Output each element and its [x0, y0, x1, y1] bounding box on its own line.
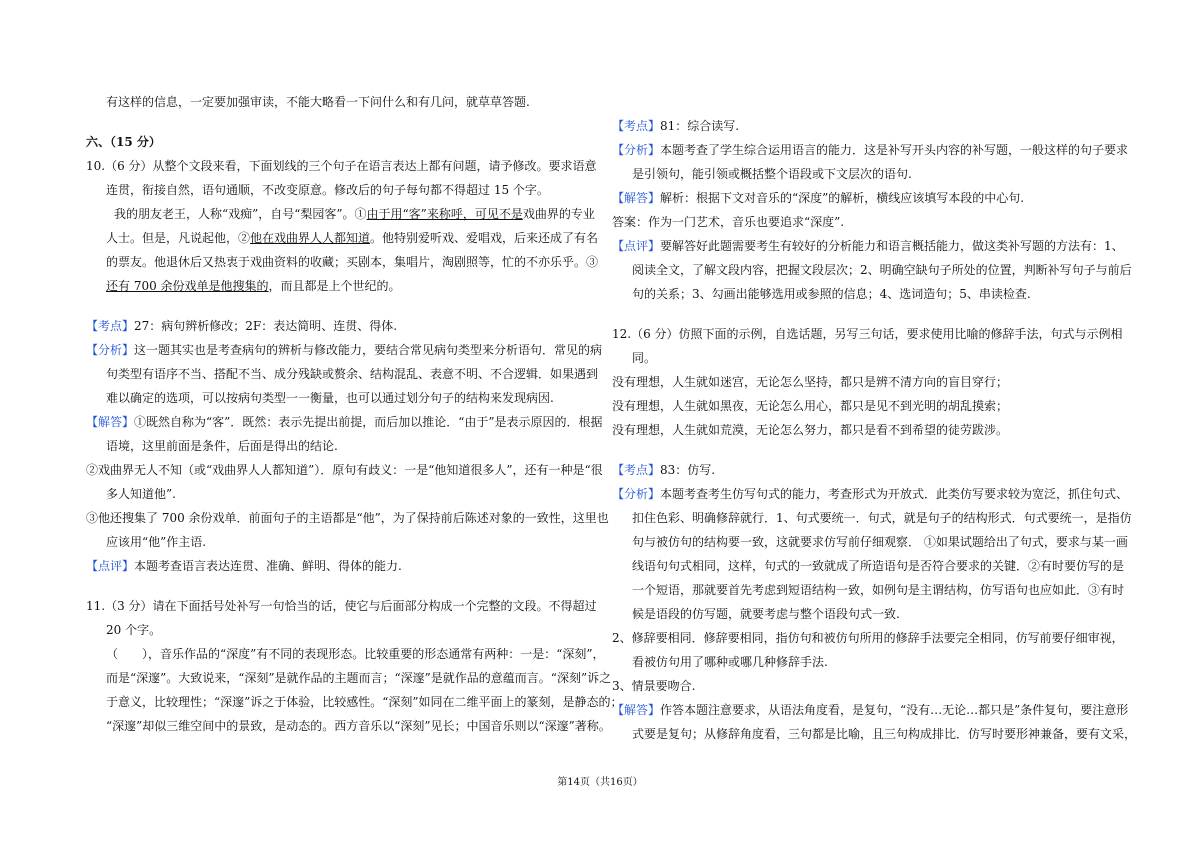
q12-point2-2: 看被仿句用了哪种或哪几种修辞手法. [632, 655, 828, 669]
q10-fenxi-3: 难以确定的选项，可以按病句类型一一衡量，也可以通过划分句子的结构来发现病因. [106, 391, 554, 405]
q10-jieda-1 [86, 410, 603, 434]
kaodian-tag: 【考点】 [612, 463, 661, 477]
q10-jieda-5: ③他还搜集了 700 余份戏单．前面句子的主语都是“他”，为了保持前后陈述对象的一致性，这里也 [86, 511, 609, 525]
q11-jieda [612, 186, 1130, 210]
fenxi-tag: 【分析】 [86, 343, 135, 357]
q12-fenxi-1 [612, 482, 1130, 506]
q11-stem-1: 11.（3 分）请在下面括号处补写一句恰当的话，使它与后面部分构成一个完整的文段。不得超过 [86, 599, 597, 613]
left-column [86, 90, 623, 738]
q12-jieda-1 [612, 698, 1130, 722]
q12-example-3: 没有理想，人生就如荒漠，无论怎么努力，都只是看不到希望的徒劳跋涉。 [612, 423, 1009, 437]
q12-fenxi-6: 候是语段的仿写题，就要考虑与整个语段句式一致. [632, 607, 900, 621]
passage-text: 戏曲界的专业 [522, 207, 595, 221]
q10-fenxi-2: 句类型有语序不当、搭配不当、成分残缺或赘余、结构混乱、表意不明、不合逻辑．如果遇到 [106, 367, 599, 381]
q12-jieda-2: 式要是复句；从修辞角度看，三句都是比喻，且三句构成排比．仿写时要形神兼备，要有文采， [632, 727, 1137, 741]
q12-point2-1: 2、修辞要相同．修辞要相同，指仿句和被仿句所用的修辞手法要完全相同，仿写前要仔细审视， [612, 631, 1124, 645]
q10-jieda-4: 多人知道他”. [106, 487, 176, 501]
q10-jieda-6: 应该用“他”作主语. [106, 535, 207, 549]
underlined-sentence-2: 他在戏曲界人人都知道 [250, 231, 371, 245]
q10-stem-2: 连贯，衔接自然，语句通顺，不改变原意。修改后的句子每句都不得超过 15 个字。 [106, 183, 549, 197]
jieda-text: 解析：根据下文对音乐的“深度”的解析，横线应该填写本段的中心句. [660, 191, 1025, 205]
passage-text: ，而且都是上个世纪的。 [268, 279, 401, 293]
q11-kaodian [612, 114, 1130, 138]
kaodian-text: 83：仿写. [660, 463, 716, 477]
page-footer: 第14页（共16页） [557, 777, 643, 788]
jieda-tag: 【解答】 [612, 191, 661, 205]
q11-passage-2: 而是“深邃”。大致说来，“深刻”是就作品的主题而言；“深邃”是就作品的意蕴而言。“深刻”诉之 [106, 671, 612, 685]
fenxi-tag: 【分析】 [612, 143, 661, 157]
dianping-text: 要解答好此题需要考生有较好的分析能力和语言概括能力，做这类补写题的方法有：1、 [660, 239, 1124, 253]
q10-jieda-2: 语境，这里前面是条件，后面是得出的结论. [106, 439, 338, 453]
q11-fenxi-1 [612, 138, 1130, 162]
kaodian-tag: 【考点】 [612, 119, 661, 133]
dianping-tag: 【点评】 [86, 559, 135, 573]
q11-passage-4: “深邃”却似三维空间中的景致，是动态的。西方音乐以“深刻”见长；中国音乐则以“深邃”著称。 [106, 719, 611, 733]
q10-passage-1 [86, 202, 595, 226]
underlined-sentence-1: 由于用“客”来称呼，可见不是 [366, 207, 523, 221]
fenxi-text: 本题考查了学生综合运用语言的能力．这是补写开头内容的补写题，一般这样的句子要求 [660, 143, 1129, 157]
q10-passage-2 [86, 226, 599, 250]
jieda-tag: 【解答】 [86, 415, 135, 429]
kaodian-tag: 【考点】 [86, 319, 135, 333]
kaodian-text: 81：综合读写. [660, 119, 740, 133]
q11-dianping-1 [612, 234, 1130, 258]
kaodian-text: 27：病句辨析修改；2F：表达简明、连贯、得体. [134, 319, 398, 333]
passage-text: 。他特别爱听戏、爱唱戏，后来还成了有名 [370, 231, 599, 245]
q11-answer: 答案：作为一门艺术，音乐也要追求“深度”. [612, 215, 845, 229]
right-column [612, 114, 1137, 746]
q11-stem-2: 20 个字。 [106, 623, 162, 637]
fenxi-tag: 【分析】 [612, 487, 661, 501]
fenxi-text: 这一题其实也是考查病句的辨析与修改能力，要结合常见病句类型来分析语句．常见的病 [134, 343, 603, 357]
q10-passage-3: 的票友。他退休后又热衷于戏曲资料的收藏；买剧本，集唱片，淘剧照等，忙的不亦乐乎。③ [106, 255, 599, 269]
q10-dianping [86, 554, 590, 578]
q12-example-1: 没有理想，人生就如迷宫，无论怎么坚持，都只是辨不清方向的盲目穿行； [612, 375, 1009, 389]
underlined-sentence-3: 还有 700 余份戏单是他搜集的 [106, 279, 269, 293]
dianping-tag: 【点评】 [612, 239, 661, 253]
q10-passage-4 [86, 274, 590, 298]
intro-text: 有这样的信息，一定要加强审读，不能大略看一下问什么和有几问，就草草答题. [106, 95, 530, 109]
q11-dianping-3: 句的关系；3、勾画出能够选用或参照的信息；4、选词造句；5、串读检查. [632, 287, 1031, 301]
jieda-tag: 【解答】 [612, 703, 661, 717]
q12-fenxi-3: 句与被仿句的结构要一致，这就要求仿写前仔细观察． ①如果试题给出了句式，要求与某一画 [632, 535, 1128, 549]
q12-stem-1: 12.（6 分）仿照下面的示例，自选话题，另写三句话，要求使用比喻的修辞手法，句式与示例相 [612, 327, 1123, 341]
q11-dianping-2: 阅读全文，了解文段内容，把握文段层次；2、明确空缺句子所处的位置，判断补写句子与前后 [632, 263, 1132, 277]
q12-fenxi-2: 扣住色彩、明确修辞就行．1、句式要统一．句式，就是句子的结构形式．句式要统一，是指仿 [632, 511, 1132, 525]
q11-passage-3: 于意义，比较理性；“深邃”诉之于体验，比较感性。“深刻”如同在二维平面上的篆刻，是静态的； [106, 695, 623, 709]
q10-jieda-3: ②戏曲界无人不知（或“戏曲界人人都知道”）．原句有歧义：一是“他知道很多人”，还有一种是“很 [86, 463, 603, 477]
section-heading: 六、（15 分） [86, 135, 161, 149]
q12-kaodian [612, 458, 1130, 482]
q12-point3: 3、情景要吻合. [612, 679, 696, 693]
passage-text: 人士。但是，凡说起他，② [106, 231, 251, 245]
fenxi-text: 本题考查考生仿写句式的能力，考查形式为开放式．此类仿写要求较为宽泛，抓住句式、 [660, 487, 1129, 501]
q12-fenxi-5: 一个短语，那就要首先考虑到短语结构一致，如例句是主谓结构，仿写语句也应如此．③有时 [632, 583, 1125, 597]
q10-fenxi-1 [86, 338, 603, 362]
dianping-text: 本题考查语言表达连贯、准确、鲜明、得体的能力. [134, 559, 402, 573]
q12-fenxi-4: 线语句句式相同，这样，句式的一致就成了所造语句是否符合要求的关键．②有时要仿写的是 [632, 559, 1125, 573]
q10-stem-1: 10.（6 分）从整个文段来看，下面划线的三个句子在语言表达上都有问题，请予修改。要求语意 [86, 159, 597, 173]
q12-stem-2: 同。 [632, 351, 657, 365]
passage-text: 我的朋友老王，人称“戏痴”，自号“梨园客”。① [114, 207, 367, 221]
q10-kaodian [86, 314, 590, 338]
q11-fenxi-2: 是引领句，能引领或概括整个语段或下文层次的语句. [632, 167, 912, 181]
q11-passage-1: （ ），音乐作品的“深度”有不同的表现形态。比较重要的形态通常有两种：一是：“深刻”， [106, 647, 605, 661]
q12-example-2: 没有理想，人生就如黑夜，无论怎么用心，都只是见不到光明的胡乱摸索； [612, 399, 1009, 413]
jieda-text: ①既然自称为“客”．既然：表示先提出前提，而后加以推论．“由于”是表示原因的．根据 [134, 415, 603, 429]
jieda-text: 作答本题注意要求，从语法角度看，是复句，“没有…无论…都只是”条件复句，要注意形 [660, 703, 1129, 717]
